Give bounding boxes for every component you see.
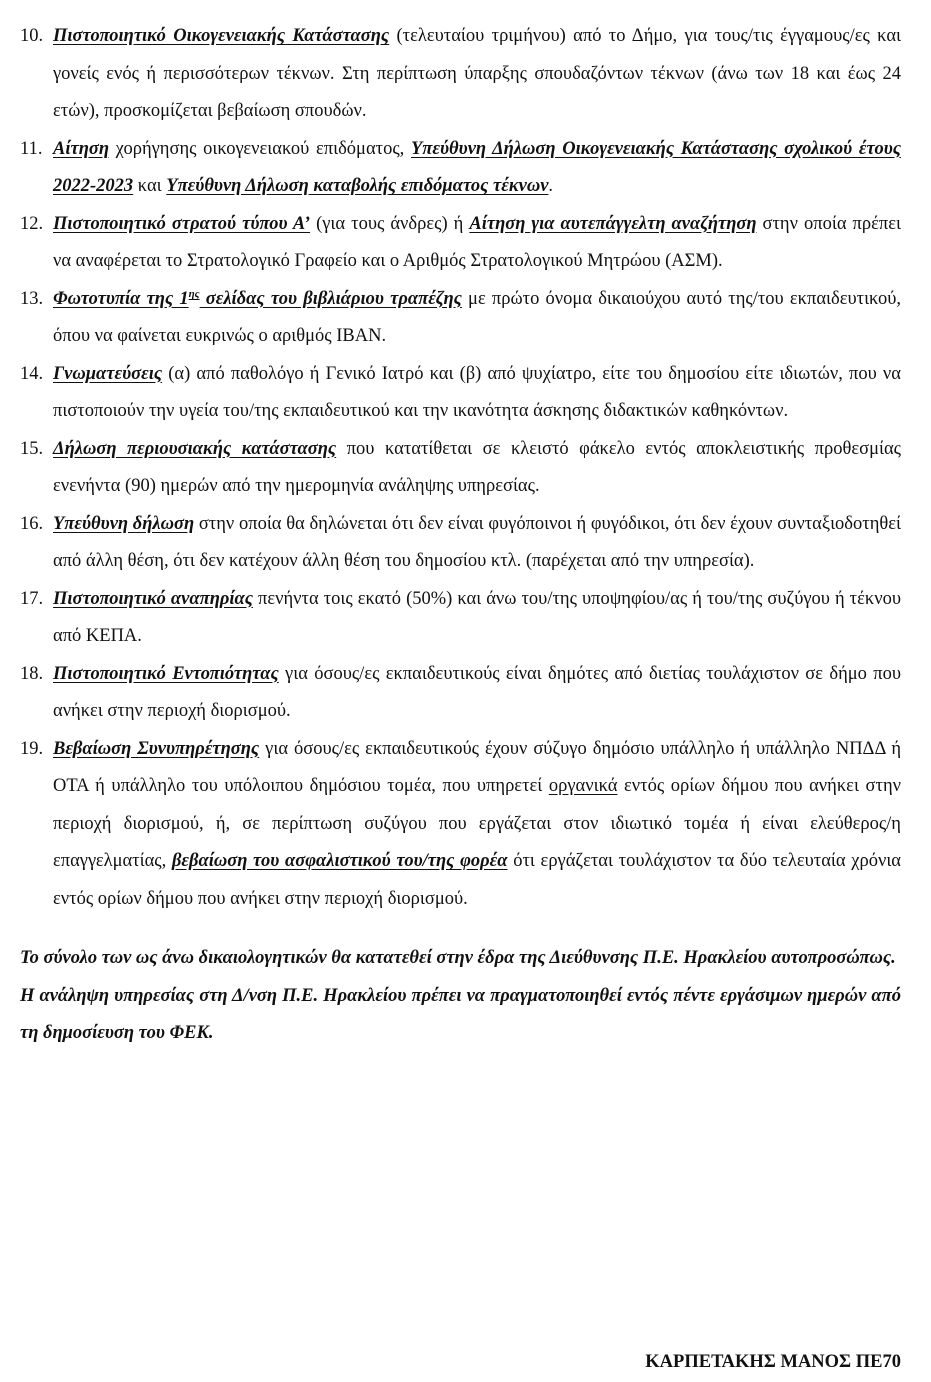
list-item-number: 16. bbox=[20, 513, 44, 534]
plain-text: . bbox=[548, 176, 554, 196]
emphasized-text: σελίδας του βιβλιάριου τραπέζης bbox=[199, 288, 462, 309]
list-item bbox=[20, 581, 901, 656]
emphasized-text: Υπεύθυνη Δήλωση καταβολής επιδόματος τέκνων bbox=[166, 176, 549, 196]
plain-text: και bbox=[133, 176, 167, 196]
list-item bbox=[20, 431, 901, 506]
closing-notes bbox=[20, 940, 901, 1053]
list-item-number: 10. bbox=[20, 26, 44, 46]
list-item bbox=[20, 131, 901, 206]
list-item-text bbox=[53, 656, 901, 731]
emphasized-text: βεβαίωση του ασφαλιστικού του/της φορέα bbox=[171, 851, 508, 871]
emphasized-text: Δήλωση περιουσιακής κατάστασης bbox=[53, 438, 337, 459]
author-signature: ΚΑΡΠΕΤΑΚΗΣ ΜΑΝΟΣ ΠΕ70 bbox=[645, 1352, 901, 1372]
list-item bbox=[20, 506, 901, 581]
emphasized-text: Υπεύθυνη Δήλωση Οικογενειακής Κατάστασης σχολικού έτους 2022-2023 bbox=[53, 138, 901, 196]
plain-text: με πρώτο όνομα δικαιούχου αυτό της/του εκπαιδευτικού, όπου να φαίνεται ευκρινώς ο αριθμός IBAN. bbox=[53, 288, 901, 346]
emphasized-text: Υπεύθυνη δήλωση bbox=[53, 513, 195, 534]
plain-text: για όσους/ες εκπαιδευτικούς έχουν σύζυγο δημόσιο υπάλληλο ή υπάλληλο ΝΠΔΔ ή ΟΤΑ ή υπάλληλο του υπόλοιπου δημόσιου τομέα, που υπηρετεί bbox=[53, 738, 901, 796]
emphasized-text: Βεβαίωση Συνυπηρέτησης bbox=[53, 738, 260, 759]
plain-text: ότι εργάζεται τουλάχιστον τα δύο τελευταία χρόνια εντός ορίων δήμου που ανήκει στην περιοχή διορισμού. bbox=[53, 851, 901, 909]
emphasized-text: Πιστοποιητικό στρατού τύπου Α’ bbox=[53, 213, 311, 234]
requirements-list bbox=[20, 18, 901, 918]
emphasized-text: Πιστοποιητικό Εντοπιότητας bbox=[53, 663, 279, 684]
list-item-text bbox=[53, 506, 901, 581]
emphasized-text: Αίτηση bbox=[53, 138, 109, 159]
list-item bbox=[20, 281, 901, 356]
list-item-text bbox=[53, 731, 901, 919]
plain-text: στην οποία πρέπει να αναφέρεται το Στρατολογικό Γραφείο και ο Αριθμός Στρατολογικού Μητρώου (ΑΣΜ). bbox=[53, 213, 901, 271]
plain-text: χορήγησης οικογενειακού επιδόματος, bbox=[108, 138, 411, 159]
list-item-number: 11. bbox=[20, 138, 43, 159]
list-item bbox=[20, 356, 901, 431]
closing-paragraph-submission: Το σύνολο των ως άνω δικαιολογητικών θα κατατεθεί στην έδρα της Διεύθυνσης Π.Ε. Ηρακλείου αυτοπροσώπως. bbox=[20, 948, 896, 968]
emphasized-text: ης bbox=[188, 287, 200, 300]
plain-text: (τελευταίου τριμήνου) από το Δήμο, για τους/τις έγγαμους/ες και γονείς ενός ή περισσότερων τέκνων. Στη περίπτωση ύπαρξης σπουδαζόντων τέκνων (άνω των 18 και έως 24 ετών), προσκομίζεται βεβαίωση σπουδών. bbox=[53, 26, 901, 121]
emphasized-text: οργανικά bbox=[548, 776, 618, 796]
list-item-text bbox=[53, 431, 901, 506]
emphasized-text: Αίτηση για αυτεπάγγελτη αναζήτηση bbox=[469, 213, 757, 234]
plain-text: εντός ορίων δήμου που ανήκει στην περιοχή διορισμού, ή, σε περίπτωση συζύγου που εργάζεται στον ιδιωτικό τομέα ή είναι ελεύθερος/η επαγγελματίας, bbox=[53, 776, 901, 871]
closing-paragraph-start-duty: Η ανάληψη υπηρεσίας στη Δ/νση Π.Ε. Ηρακλείου πρέπει να πραγματοποιηθεί εντός πέντε εργάσιμων ημερών από τη δημοσίευση του ΦΕΚ. bbox=[20, 985, 901, 1043]
list-item-text bbox=[53, 281, 901, 356]
emphasized-text: Πιστοποιητικό Οικογενειακής Κατάστασης bbox=[53, 26, 390, 46]
list-item-number: 12. bbox=[20, 213, 44, 234]
emphasized-text: Γνωματεύσεις bbox=[53, 363, 163, 384]
list-item-text bbox=[53, 18, 901, 131]
list-item-number: 19. bbox=[20, 738, 44, 759]
list-item-text bbox=[53, 131, 901, 206]
list-item-number: 15. bbox=[20, 438, 44, 459]
plain-text: (α) από παθολόγο ή Γενικό Ιατρό και (β) από ψυχίατρο, είτε του δημοσίου είτε ιδιωτών, που να πιστοποιούν την υγεία του/της εκπαιδευτικού και την ικανότητα άσκησης διδακτικών καθηκόντων. bbox=[53, 363, 901, 421]
list-item-number: 17. bbox=[20, 588, 44, 609]
list-item-text bbox=[53, 356, 901, 431]
list-item-text bbox=[53, 206, 901, 281]
list-item-number: 14. bbox=[20, 363, 44, 384]
list-item bbox=[20, 206, 901, 281]
list-item bbox=[20, 731, 901, 919]
plain-text: στην οποία θα δηλώνεται ότι δεν είναι φυγόποινοι ή φυγόδικοι, ότι δεν έχουν συνταξιοδοτηθεί από άλλη θέση, ότι δεν κατέχουν άλλη θέση του δημοσίου κτλ. (παρέχεται από την υπηρεσία). bbox=[53, 513, 901, 571]
list-item-number: 18. bbox=[20, 663, 44, 684]
plain-text: για όσους/ες εκπαιδευτικούς είναι δημότες από διετίας τουλάχιστον σε δήμο που ανήκει στην περιοχή διορισμού. bbox=[53, 663, 901, 721]
emphasized-text: Φωτοτυπία της 1 bbox=[53, 288, 189, 309]
emphasized-text: Πιστοποιητικό αναπηρίας bbox=[53, 588, 253, 609]
plain-text: πενήντα τοις εκατό (50%) και άνω του/της υποψηφίου/ας ή του/της συζύγου ή τέκνου από ΚΕΠΑ. bbox=[53, 588, 901, 646]
list-item-text bbox=[53, 581, 901, 656]
list-item bbox=[20, 656, 901, 731]
list-item-number: 13. bbox=[20, 288, 44, 309]
plain-text: που κατατίθεται σε κλειστό φάκελο εντός αποκλειστικής προθεσμίας ενενήντα (90) ημερών από την ημερομηνία ανάληψης υπηρεσίας. bbox=[53, 438, 901, 496]
list-item bbox=[20, 18, 901, 131]
plain-text: (για τους άνδρες) ή bbox=[310, 213, 470, 234]
